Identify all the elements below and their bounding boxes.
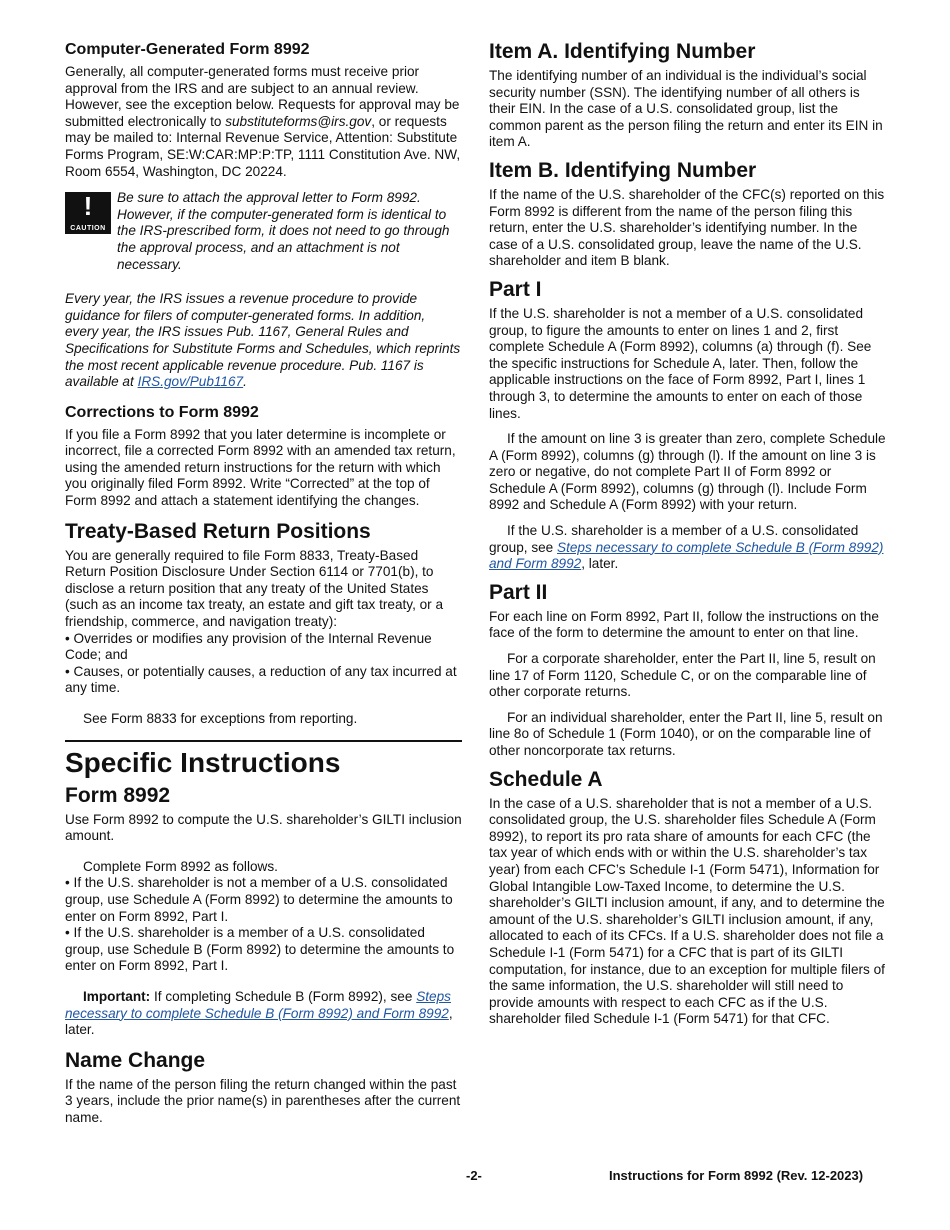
rev-proc-text: Every year, the IRS issues a revenue procedure to provide guidance for filers of computer-generated forms. In addition, every year, the IRS issues Pub. 1167, General Rules and Specifications for Substitute Forms and Schedules, which reprints the most recent applicable revenue procedure. Pub. 1167 is available at [65, 291, 461, 390]
treaty-see: See Form 8833 for exceptions from reporting. [83, 711, 358, 726]
schedule-b-steps-link[interactable]: Steps necessary to complete Schedule B (Form 8992) and Form 8992 [65, 988, 451, 1021]
part-1-p2: If the amount on line 3 is greater than zero, complete Schedule A (Form 8992), columns (g) through (l). If the amount on line 3 is zero or negative, do not complete Part II of Form 8992 or Schedule A (Form 8992), columns (g) through (l). Include Form 8992 and Schedule A (Form 8992) with your return. [489, 431, 886, 513]
complete-text: Complete Form 8992 as follows. [83, 858, 278, 874]
part-2-heading: Part II [489, 580, 548, 604]
rev-proc-paragraph: Every year, the IRS issues a revenue procedure to provide guidance for filers of computer-generated forms. In addition, every year, the IRS issues Pub. 1167, General Rules and Specifications for Substitute Forms and Schedules, which reprints the most recent applicable revenue procedure. Pub. 1167 is available at IRS.gov/Pub1167. [65, 291, 461, 390]
cg-text-end: , or requests may be mailed to: Internal Revenue Service, Attention: Substitute Forms Program, SE:W:CAR:MP:P:TP, 1111 Constitution Ave. NW, Room 6554, Washington, DC 20224. [65, 113, 461, 179]
name-change-heading: Name Change [65, 1048, 206, 1072]
treaty-heading: Treaty-Based Return Positions [65, 519, 371, 543]
part-1-p3-end: , later. [581, 556, 619, 572]
part-2-p1: For each line on Form 8992, Part II, follow the instructions on the face of the form to determine the amount to enter on that line. [489, 608, 879, 641]
cg-email: substituteforms@irs.gov [225, 113, 372, 129]
part-2-p3: For an individual shareholder, enter the Part II, line 5, result on line 8o of Schedule 1 (Form 1040), or on the comparable line of other noncorporate tax returns. [489, 709, 883, 758]
caution-box [65, 190, 462, 273]
item-b-heading: Item B. Identifying Number [489, 158, 757, 182]
important-label: Important: [83, 988, 151, 1004]
treaty-bullet-2: • Causes, or potentially causes, a reduction of any tax incurred at any time. [65, 663, 457, 696]
cg-heading: Computer-Generated Form 8992 [65, 41, 310, 58]
section-divider [65, 740, 462, 742]
schedule-a-text: In the case of a U.S. shareholder that is not a member of a U.S. consolidated group, the U.S. shareholder files Schedule A (Form 8992), to report its pro rata share of amounts for each CFC (the tax year of which ends with or within the U.S. shareholder’s tax year) from each CFC’s Schedule I-1 (Form 5471), Information for Global Intangible Low-Taxed Income, to determine the U.S. shareholder’s GILTI inclusion amount, if any, and to determine the amount of the U.S. shareholder’s GILTI inclusion amount, if any, allocated to each of its CFCs. If a U.S. shareholder does not file a Schedule I-1 (Form 5471) for a CFC that is part of its GILTI computation, for instance, due to an exception for multiple filers of the same information, the U.S. shareholder will still need to provide amounts with respect to each CFC as if the U.S. shareholder filed Schedule I-1 (Form 5471) for that CFC. [489, 795, 885, 1027]
caution-label: CAUTION [70, 225, 106, 233]
form-text: Use Form 8992 to compute the U.S. shareholder’s GILTI inclusion amount. [65, 811, 462, 844]
cg-paragraph [65, 64, 462, 180]
page-number: -2- [466, 1168, 482, 1183]
treaty-text: You are generally required to file Form 8833, Treaty-Based Return Position Disclosure Under Section 6114 or 7701(b), to disclose a return position that any treaty of the United States (such as an income tax treaty, an estate and gift tax treaty, or a friendship, commerce, and navigation treaty): [65, 547, 444, 630]
treaty-bullet-1: • Overrides or modifies any provision of the Internal Revenue Code; and [65, 630, 432, 663]
part-1-p3-text: If the U.S. shareholder is a member of a U.S. consolidated group, see [489, 523, 859, 555]
important-end: , later. [65, 1005, 453, 1038]
corrections-text: If you file a Form 8992 that you later determine is incomplete or incorrect, file a corrected Form 8992 with an amended tax return, using the amended return instructions for the return with which you originally filed Form 8992. Write “Corrected” at the top of Form 8992 and attach a statement identifying the changes. [65, 426, 456, 509]
left-column [65, 40, 462, 1127]
right-column [489, 40, 887, 1028]
item-b-text: If the name of the U.S. shareholder of the CFC(s) reported on this Form 8992 is different from the name of the person filing this return, enter the U.S. shareholder’s identifying number. In the case of a U.S. consolidated group, leave the name of the U.S. shareholder and item B blank. [489, 186, 885, 269]
caution-text: Be sure to attach the approval letter to Form 8992. However, if the computer-generated form is identical to the IRS-prescribed form, it does not need to go through the approval process, and an attachment is not necessary. [117, 190, 450, 272]
specific-instructions-heading: Specific Instructions [65, 746, 341, 778]
pub1167-link[interactable]: IRS.gov/Pub1167 [137, 374, 244, 390]
schedule-a-heading: Schedule A [489, 767, 603, 791]
item-a-text: The identifying number of an individual is the individual’s social security number (SSN). The identifying number of all others is their EIN. In the case of a U.S. consolidated group, list the common parent as the person filing the return and enter its EIN in item A. [489, 68, 883, 150]
schedule-b-steps-link-2[interactable]: Steps necessary to complete Schedule B (Form 8992) and Form 8992 [489, 539, 884, 572]
form-bullet-2: • If the U.S. shareholder is a member of a U.S. consolidated group, use Schedule B (Form 8992) to determine the amounts to enter on Form 8992, Part I. [65, 925, 455, 974]
name-change-text: If the name of the person filing the return changed within the past 3 years, include the prior name(s) in parentheses after the current name. [65, 1076, 461, 1125]
important-paragraph [65, 989, 462, 1039]
document-title: Instructions for Form 8992 (Rev. 12-2023) [609, 1168, 864, 1183]
item-a-heading: Item A. Identifying Number [489, 40, 756, 63]
part-1-p1: If the U.S. shareholder is not a member of a U.S. consolidated group, to figure the amounts to enter on lines 1 and 2, first complete Schedule A (Form 8992), columns (a) through (f). See the specific instructions for Schedule A, later. Then, follow the applicable instructions on the face of Form 8992, Part I, lines 1 through 3, to determine the amounts to enter on each of those lines. [489, 305, 872, 421]
part-1-p3 [489, 523, 887, 573]
corrections-heading: Corrections to Form 8992 [65, 403, 259, 421]
part-1-heading: Part I [489, 277, 542, 301]
cg-text: Generally, all computer-generated forms must receive prior approval from the IRS and are subject to an annual review. However, see the exception below. Requests for approval may be submitted electronically to [65, 64, 460, 129]
form-bullet-1: • If the U.S. shareholder is not a member of a U.S. consolidated group, use Schedule A (Form 8992) to determine the amounts to enter on Form 8992, Part I. [65, 875, 453, 924]
important-text: If completing Schedule B (Form 8992), see [154, 988, 413, 1004]
caution-icon: ! CAUTION [65, 192, 111, 234]
form-8992-heading: Form 8992 [65, 783, 171, 807]
part-2-p2: For a corporate shareholder, enter the Part II, line 5, result on line 17 of Form 1120, Schedule C, or on the comparable line of other corporate returns. [489, 651, 876, 700]
